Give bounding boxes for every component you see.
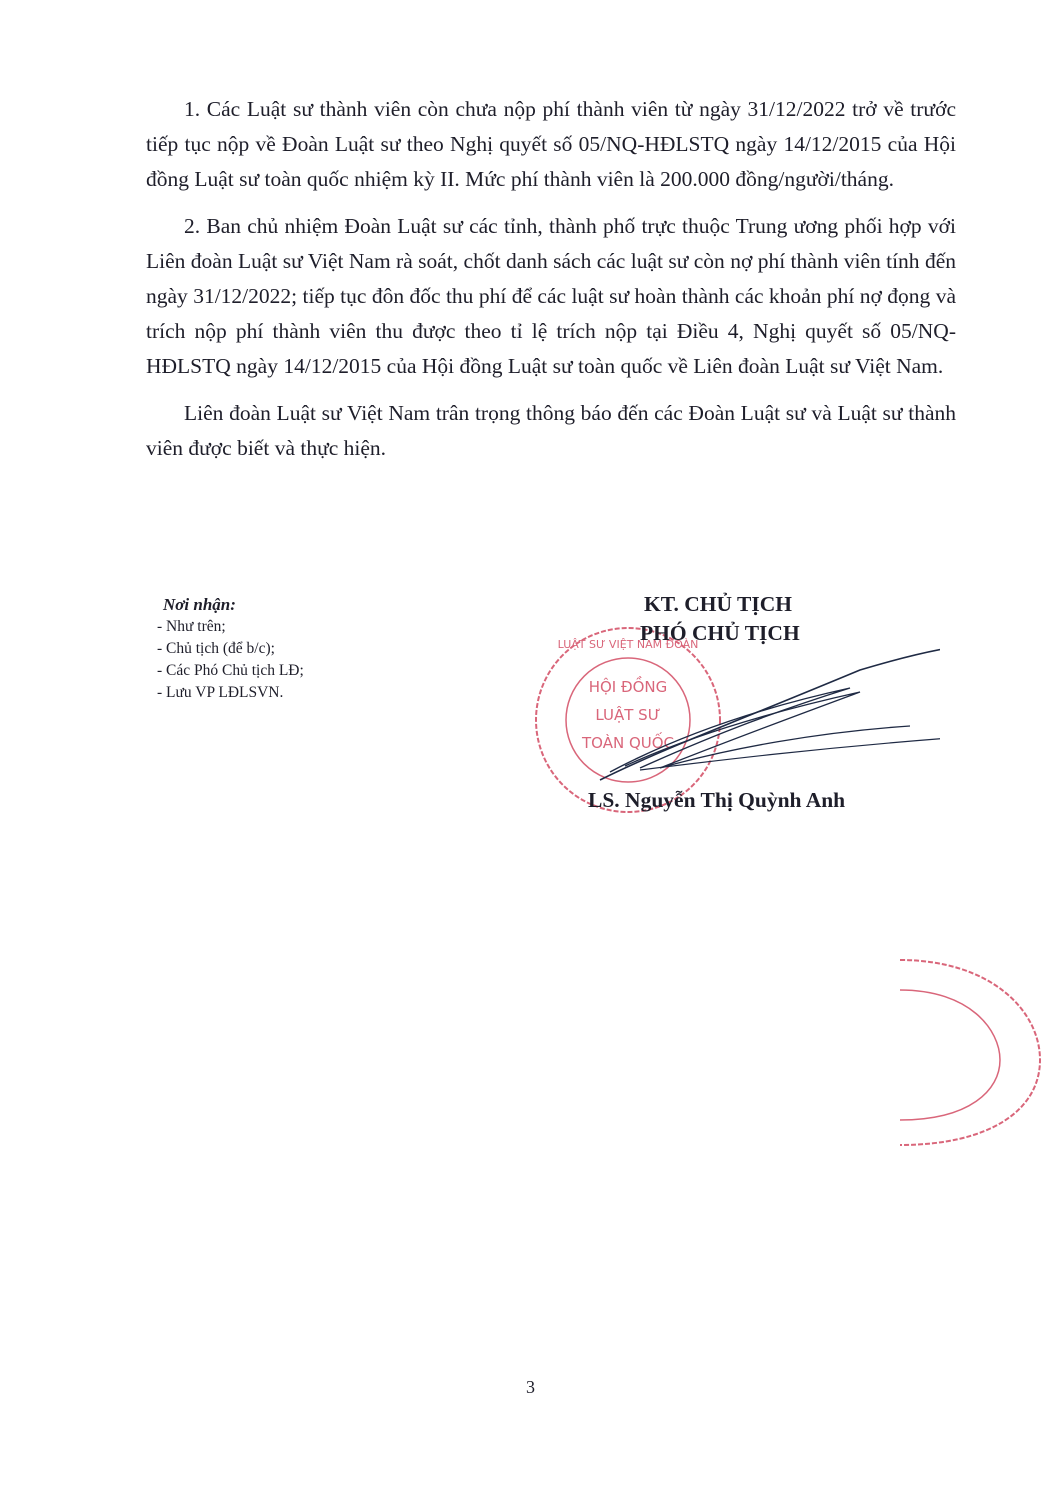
partial-stamp xyxy=(880,950,1050,1150)
recipient-item: - Chủ tịch (để b/c); xyxy=(157,640,275,657)
paragraph-1: 1. Các Luật sư thành viên còn chưa nộp phí thành viên từ ngày 31/12/2022 trở về trước tiếp tục nộp về Đoàn Luật sư theo Nghị quyết số 05/NQ-HĐLSTQ ngày 14/12/2015 của Hội đồng Luật sư toàn quốc nhiệm kỳ II. Mức phí thành viên là 200.000 đồng/người/tháng. xyxy=(146,97,956,191)
stamp-ring-text: LUẬT SƯ VIỆT NAM ĐOÀN xyxy=(557,638,699,651)
page-number: 3 xyxy=(526,1377,535,1397)
paragraph-3: Liên đoàn Luật sư Việt Nam trân trọng thông báo đến các Đoàn Luật sư và Luật sư thành viên được biết và thực hiện. xyxy=(146,401,956,460)
recipients-block xyxy=(157,594,304,704)
stamp-line-3: TOÀN QUỐC xyxy=(581,734,675,752)
handwritten-signature xyxy=(580,640,940,800)
signer-name: LS. Nguyễn Thị Quỳnh Anh xyxy=(588,788,846,812)
signature-title-1: KT. CHỦ TỊCH xyxy=(644,592,792,616)
recipient-item: - Như trên; xyxy=(157,618,226,635)
signature-title-2: PHÓ CHỦ TỊCH xyxy=(640,621,800,645)
stamp-line-1: HỘI ĐỒNG xyxy=(588,678,668,696)
paragraph-2: 2. Ban chủ nhiệm Đoàn Luật sư các tỉnh, thành phố trực thuộc Trung ương phối hợp với Liên đoàn Luật sư Việt Nam rà soát, chốt danh sách các luật sư còn nợ phí thành viên tính đến ngày 31/12/2022; tiếp tục đôn đốc thu phí để các luật sư hoàn thành các khoản phí nợ đọng và trích nộp phí thành viên thu được theo tỉ lệ trích nộp tại Điều 4, Nghị quyết số 05/NQ-HĐLSTQ ngày 14/12/2015 của Hội đồng Luật sư toàn quốc về Liên đoàn Luật sư Việt Nam. xyxy=(146,214,956,378)
recipient-item: - Lưu VP LĐLSVN. xyxy=(157,684,284,701)
stamp-line-2: LUẬT SƯ xyxy=(595,706,661,724)
document-body xyxy=(146,92,956,478)
recipients-heading: Nơi nhận: xyxy=(163,595,236,614)
signature-block xyxy=(540,590,940,830)
recipient-item: - Các Phó Chủ tịch LĐ; xyxy=(157,662,304,679)
recipients-list xyxy=(157,616,304,704)
